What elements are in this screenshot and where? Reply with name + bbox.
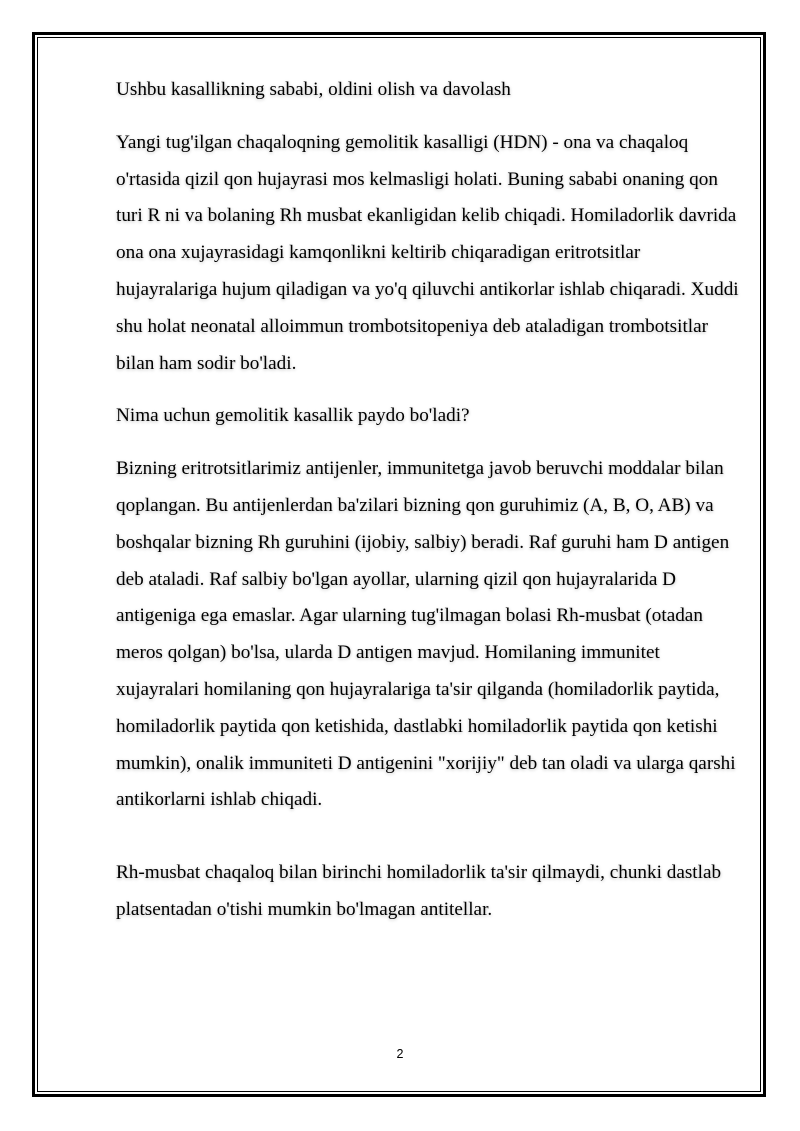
paragraph-antigens: Bizning eritrotsitlarimiz antijenler, immunitetga javob beruvchi moddalar bilan qoplangan. Bu antijenlerdan ba'zilari bizning qon guruhimiz (A, B, O, AB) va boshqalar bizning Rh guruhini (ijobiy, salbiy) beradi. Raf guruhi ham D antigen deb ataladi. Raf salbiy bo'lgan ayollar, ularning qizil qon hujayralarida D antigeniga ega emaslar. Agar ularning tug'ilmagan bolasi Rh-musbat (otadan meros qolgan) bo'lsa, ularda D antigen mavjud. Homilaning immunitet xujayralari homilaning qon hujayralariga ta'sir qilganda (homiladorlik paytida, homiladorlik paytida qon ketishida, dastlabki homiladorlik paytida qon ketishi mumkin), onalik immuniteti D antigenini "xorijiy" deb tan oladi va ularga qarshi antikorlarni ishlab chiqadi. (116, 458, 736, 811)
page-content (116, 72, 746, 945)
section-subheading: Nima uchun gemolitik kasallik paydo bo'ladi? (116, 405, 470, 427)
page-number: 2 (396, 1047, 404, 1061)
section-heading: Ushbu kasallikning sababi, oldini olish va davolash (116, 79, 511, 100)
paragraph-hdn-definition: Yangi tug'ilgan chaqaloqning gemolitik kasalligi (HDN) - ona va chaqaloq o'rtasida qizil qon hujayrasi mos kelmasligi holati. Buning sababi onaning qon turi R ni va bolaning Rh musbat ekanligidan kelib chiqadi. Homiladorlik davrida ona ona xujayrasidagi kamqonlikni keltirib chiqaradigan eritrotsitlar hujayralariga hujum qiladigan va yo'q qiluvchi antikorlar ishlab chiqaradi. Xuddi shu holat neonatal alloimmun trombotsitopeniya deb ataladigan trombotsitlar bilan ham sodir bo'ladi. (116, 131, 739, 374)
paragraph-first-pregnancy: Rh-musbat chaqaloq bilan birinchi homiladorlik ta'sir qilmaydi, chunki dastlab platsentadan o'tishi mumkin bo'lmagan antitellar. (116, 862, 722, 920)
